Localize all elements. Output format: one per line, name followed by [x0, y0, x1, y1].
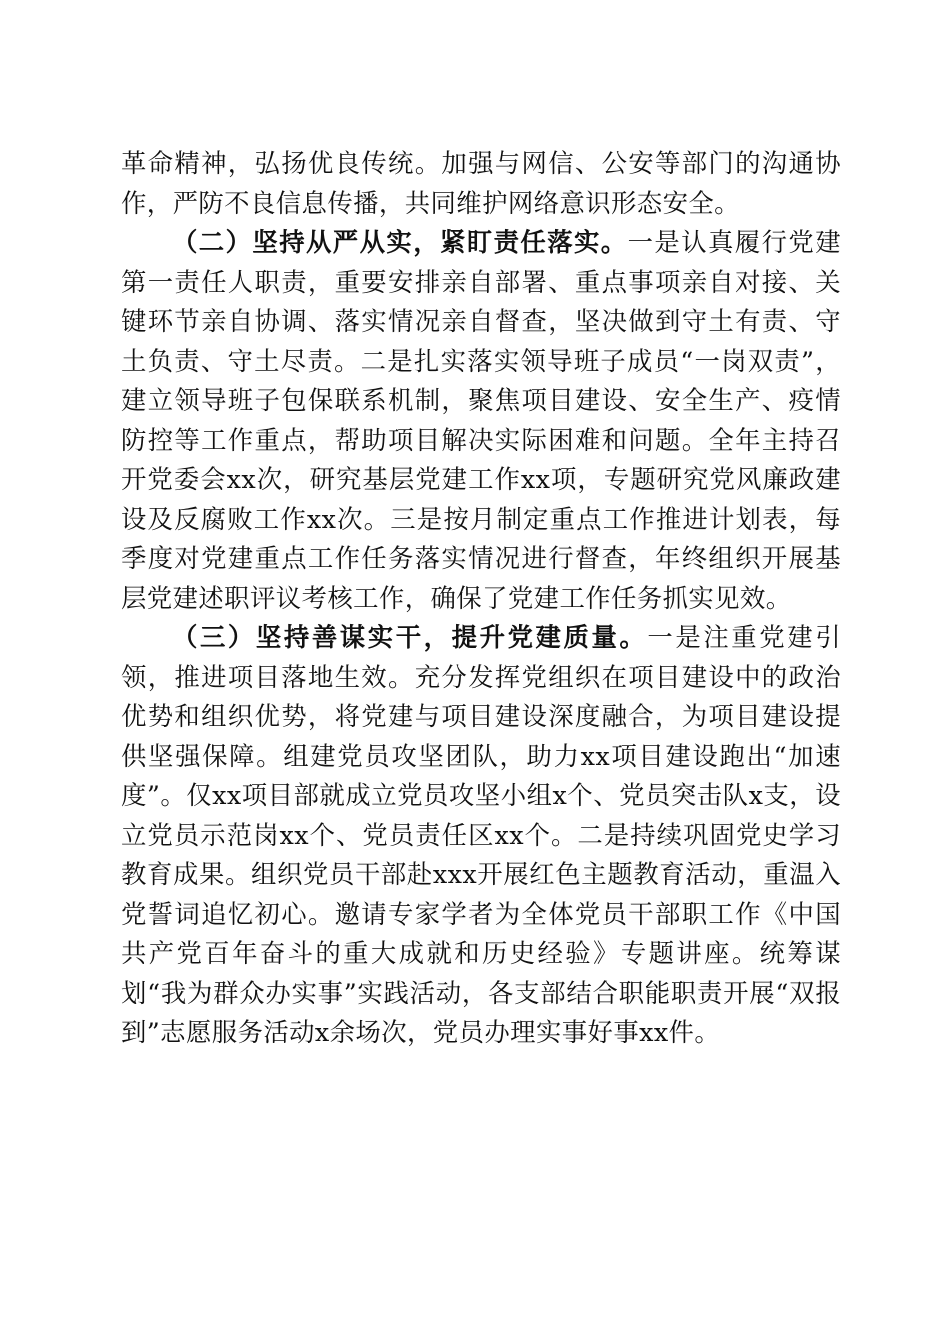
paragraph-section-2 — [121, 223, 841, 618]
paragraph-text: 一是注重党建引领，推进项目落地生效。充分发挥党组织在项目建设中的政治优势和组织优势，将党建与项目建设深度融合，为项目建设提供坚强保障。组建党员攻坚团队，助力xx项目建设跑出“加速度”。仅xx项目部就成立党员攻坚小组x个、党员突击队x支，设立党员示范岗xx个、党员责任区xx个。二是持续巩固党史学习教育成果。组织党员干部赴xxx开展红色主题教育活动，重温入党誓词追忆初心。邀请专家学者为全体党员干部职工作《中国共产党百年奋斗的重大成就和历史经验》专题讲座。统筹谋划“我为群众办实事”实践活动，各支部结合职能职责开展“双报到”志愿服务活动x余场次，党员办理实事好事xx件。 — [121, 622, 841, 1047]
section-heading-3: （三）坚持善谋实干，提升党建质量。 — [172, 622, 648, 652]
document-body — [121, 144, 841, 1053]
paragraph-continuation — [121, 144, 841, 223]
paragraph-text: 革命精神，弘扬优良传统。加强与网信、公安等部门的沟通协作，严防不良信息传播，共同维护网络意识形态安全。 — [121, 148, 841, 218]
paragraph-text: 一是认真履行党建第一责任人职责，重要安排亲自部署、重点事项亲自对接、关键环节亲自协调、落实情况亲自督查，坚决做到守土有责、守土负责、守土尽责。二是扎实落实领导班子成员“一岗双责”，建立领导班子包保联系机制，聚焦项目建设、安全生产、疫情防控等工作重点，帮助项目解决实际困难和问题。全年主持召开党委会xx次，研究基层党建工作xx项，专题研究党风廉政建设及反腐败工作xx次。三是按月制定重点工作推进计划表，每季度对党建重点工作任务落实情况进行督查，年终组织开展基层党建述职评议考核工作，确保了党建工作任务抓实见效。 — [121, 227, 841, 613]
paragraph-section-3 — [121, 618, 841, 1053]
section-heading-2: （二）坚持从严从实，紧盯责任落实。 — [172, 227, 628, 257]
